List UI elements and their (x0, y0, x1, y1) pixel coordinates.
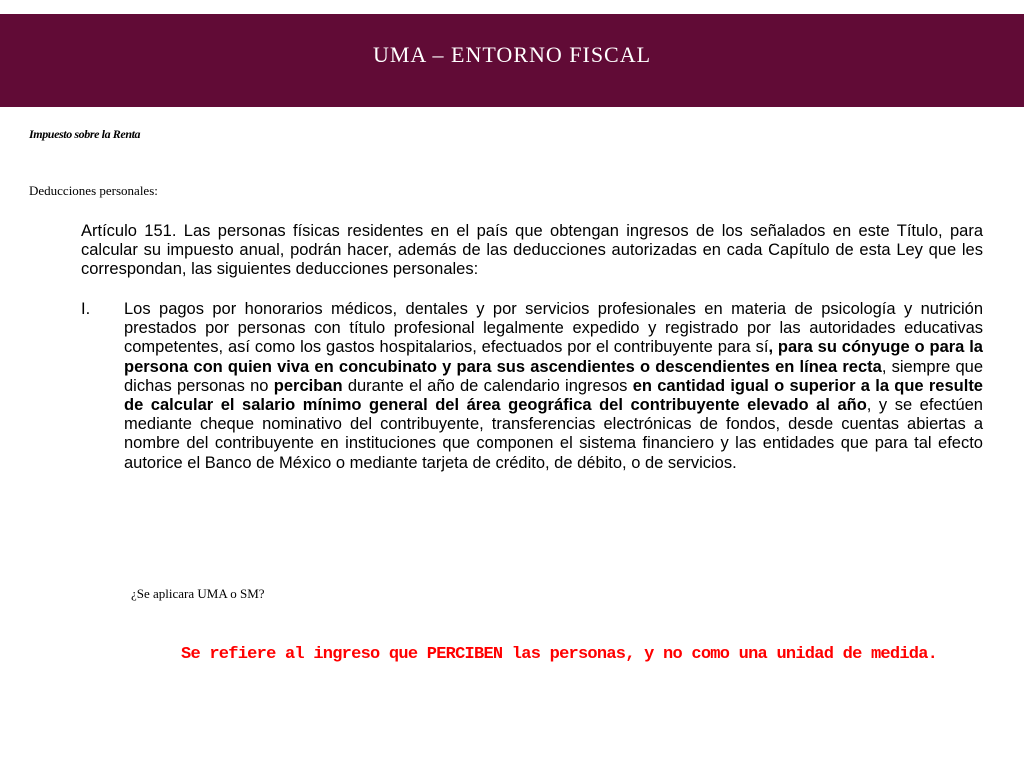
list-text-segment-bold: en cantidad igual o superior a la que resulte de calcular el salario mínimo general del área geográfica del contribuyente elevado al año (124, 376, 983, 415)
article-paragraph: Artículo 151. Las personas físicas residentes en el país que obtengan ingresos de los señalados en este Título, para calcular su impuesto anual, podrán hacer, además de las deducciones autorizadas en cada Capítulo de esta Ley que les correspondan, las siguientes deducciones personales: (81, 222, 983, 279)
list-text-segment: durante el año de calendario ingresos (342, 376, 633, 395)
list-text-segment: , siempre que dichas personas no (124, 357, 984, 395)
list-text-segment: Los pagos por honorarios médicos, dentales y por servicios profesionales en materia de psicología y nutrición prestados por personas con título profesional legalmente expedido y registrado por las autoridades educativas competentes, así como los gastos hospitalarios, efectuados por el contribuyente para sí (124, 300, 983, 357)
answer-text: Se refiere al ingreso que PERCIBEN las personas, y no como una unidad de medida. (181, 645, 938, 664)
list-item (81, 300, 983, 473)
list-text-segment-bold: perciban (273, 376, 343, 395)
list-text-segment: , y se efectúen mediante cheque nominativo del contribuyente, transferencias electrónicas de fondos, desde cuentas abiertas a nombre del contribuyente en instituciones que componen el sistema financiero y las entidades que para tal efecto autorice el Banco de México o mediante tarjeta de crédito, de débito, o de servicios. (124, 396, 983, 472)
title-banner (0, 14, 1024, 107)
section-label: Deducciones personales: (29, 183, 158, 198)
slide-title: UMA – ENTORNO FISCAL (372, 42, 652, 67)
subject-heading: Impuesto sobre la Renta (29, 127, 141, 141)
list-item-text (124, 300, 983, 473)
question-text: ¿Se aplicara UMA o SM? (131, 586, 265, 601)
list-text-segment-bold: , para su cónyuge o para la persona con quien viva en concubinato y para sus ascendientes o descendientes en línea recta (124, 338, 983, 376)
list-item-number: I. (81, 300, 91, 318)
